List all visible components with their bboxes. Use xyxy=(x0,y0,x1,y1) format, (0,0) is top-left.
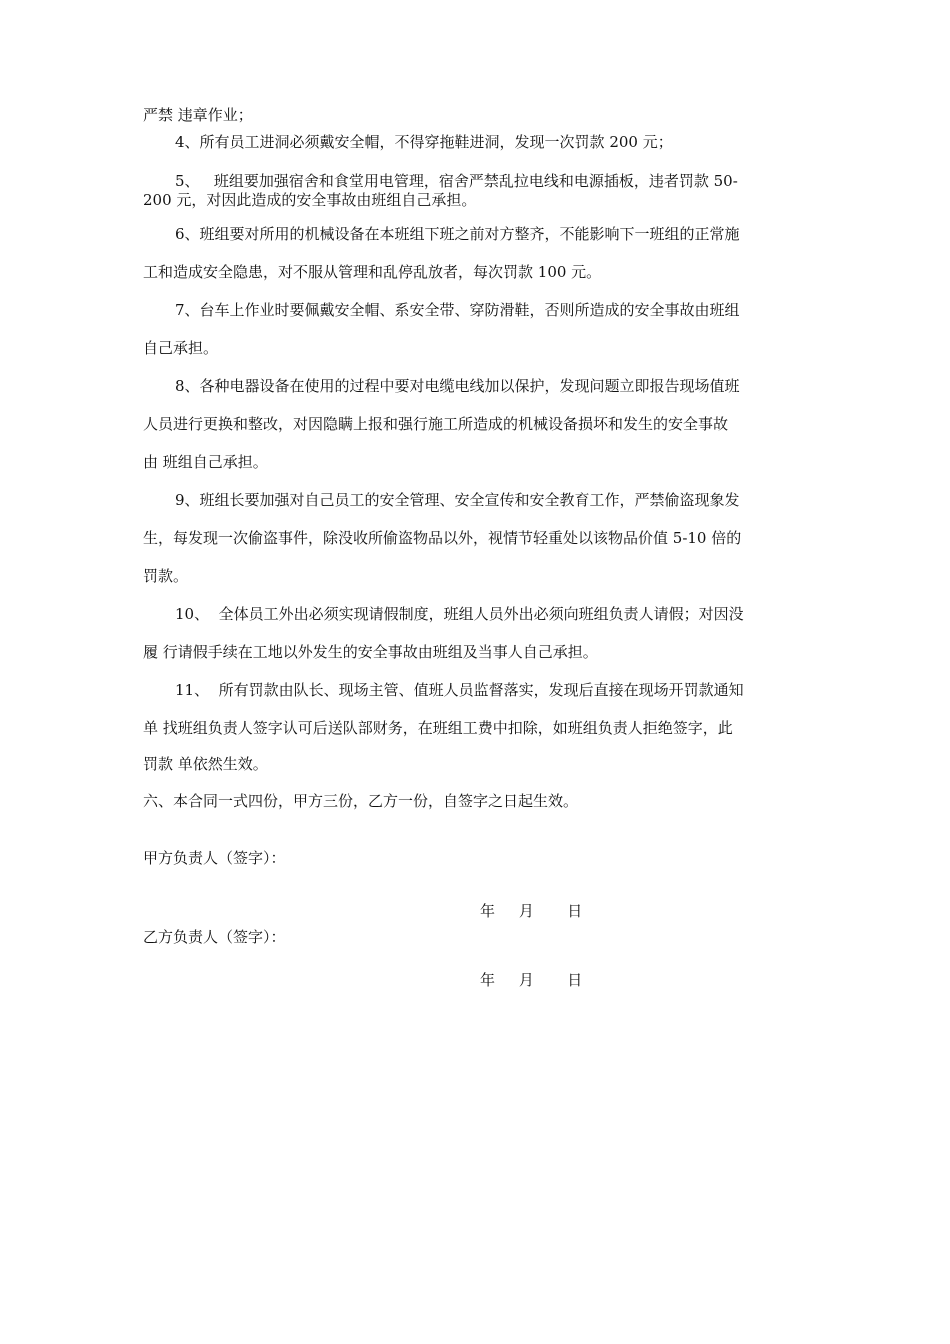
clause-8-line-2: 人员进行更换和整改，对因隐瞒上报和强行施工所造成的机械设备损坏和发生的安全事故 xyxy=(143,415,729,433)
clause-6-line-1: 6、班组要对所用的机械设备在本班组下班之前对方整齐，不能影响下一班组的正常施 xyxy=(175,225,740,243)
clause-4: 4、所有员工进洞必须戴安全帽，不得穿拖鞋进洞，发现一次罚款 200 元； xyxy=(175,133,673,151)
text-line-1: 严禁 违章作业； xyxy=(143,106,253,124)
clause-7-line-2: 自己承担。 xyxy=(143,339,219,357)
party-a-signature-label: 甲方负责人（签字）： xyxy=(143,849,286,867)
party-b-date: 年 月 日 xyxy=(480,971,583,989)
clause-11-line-2: 单 找班组负责人签字认可后送队部财务，在班组工费中扣除，如班组负责人拒绝签字，此 xyxy=(143,719,733,737)
clause-11-line-1: 11、 所有罚款由队长、现场主管、值班人员监督落实，发现后直接在现场开罚款通知 xyxy=(175,681,744,699)
party-b-signature-label: 乙方负责人（签字）： xyxy=(143,928,286,946)
clause-8-line-1: 8、各种电器设备在使用的过程中要对电缆电线加以保护，发现问题立即报告现场值班 xyxy=(175,377,740,395)
clause-9-line-1: 9、班组长要加强对自己员工的安全管理、安全宣传和安全教育工作，严禁偷盗现象发 xyxy=(175,491,740,509)
clause-8-line-3: 由 班组自己承担。 xyxy=(143,453,268,471)
clause-7-line-1: 7、台车上作业时要佩戴安全帽、系安全带、穿防滑鞋，否则所造成的安全事故由班组 xyxy=(175,301,740,319)
section-six: 六、本合同一式四份，甲方三份，乙方一份，自签字之日起生效。 xyxy=(143,792,579,810)
clause-6-line-2: 工和造成安全隐患，对不服从管理和乱停乱放者，每次罚款 100 元。 xyxy=(143,263,602,281)
clause-9-line-3: 罚款。 xyxy=(143,567,189,585)
clause-11-line-3: 罚款 单依然生效。 xyxy=(143,755,268,773)
clause-5-line-2: 200 元，对因此造成的安全事故由班组自己承担。 xyxy=(143,191,477,209)
clause-10-line-2: 履 行请假手续在工地以外发生的安全事故由班组及当事人自己承担。 xyxy=(143,643,598,661)
party-a-date: 年 月 日 xyxy=(480,902,583,920)
clause-5-line-1: 5、 班组要加强宿舍和食堂用电管理，宿舍严禁乱拉电线和电源插板，违者罚款 50- xyxy=(175,172,738,190)
clause-9-line-2: 生，每发现一次偷盗事件，除没收所偷盗物品以外，视情节轻重处以该物品价值 5-10 倍的 xyxy=(143,529,742,547)
clause-10-line-1: 10、 全体员工外出必须实现请假制度，班组人员外出必须向班组负责人请假；对因没 xyxy=(175,605,744,623)
